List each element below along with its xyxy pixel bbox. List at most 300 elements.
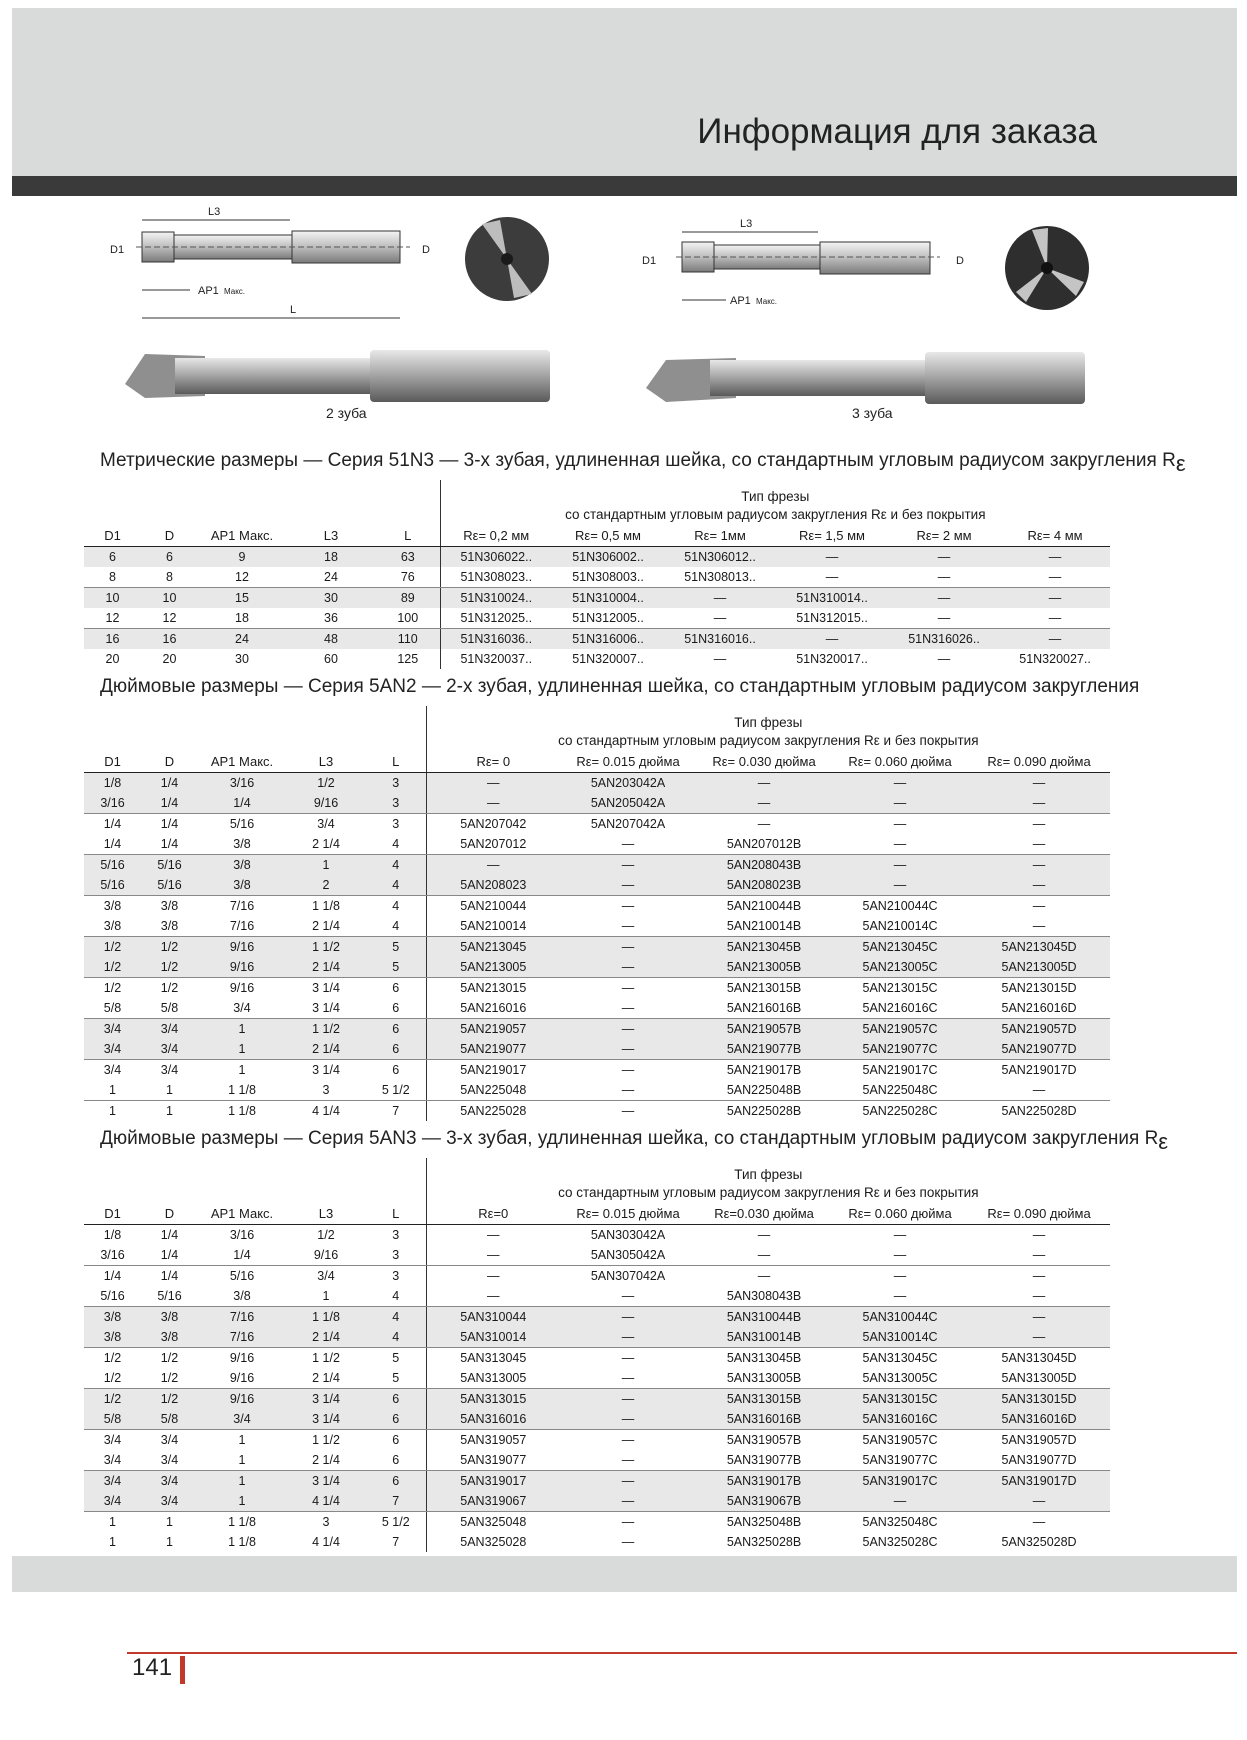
- table-cell: 5AN313015B: [696, 1389, 832, 1410]
- table-cell: 4 1/4: [312, 1535, 340, 1549]
- table-5an3: [84, 1158, 1110, 1552]
- table-cell: 6: [392, 1063, 400, 1077]
- table-cell: 5AN313045B: [726, 1351, 802, 1365]
- table-cell: 1/2: [84, 937, 141, 958]
- column-header: D1: [84, 1202, 141, 1225]
- table-cell: 51N312005..: [552, 608, 664, 629]
- table-cell: —: [560, 957, 696, 978]
- table-cell: —: [426, 1286, 560, 1307]
- table-cell: —: [560, 1471, 696, 1492]
- table-cell: 1/4: [160, 1228, 179, 1242]
- table-cell: 1/4: [160, 817, 179, 831]
- column-header: Rε= 0.090 дюйма: [968, 1202, 1110, 1225]
- table-cell: 5AN319057C: [862, 1433, 938, 1447]
- table-row: [84, 588, 1110, 609]
- table-row: [84, 649, 1110, 669]
- table-cell: 4: [366, 834, 426, 855]
- table-cell: 1/4: [103, 817, 122, 831]
- table-cell: 24: [198, 629, 286, 650]
- table-cell: 4: [366, 1286, 426, 1307]
- table-cell: 5AN219077C: [832, 1039, 968, 1060]
- column-header: L: [366, 1202, 426, 1225]
- table-cell: —: [560, 937, 696, 958]
- table-cell: —: [1032, 1228, 1046, 1242]
- table-cell: —: [713, 652, 727, 666]
- table-cell: 1: [141, 1080, 198, 1101]
- table-cell: 7: [392, 1104, 400, 1118]
- drawing-3-flute-end-view: [1002, 222, 1092, 314]
- table-cell: 3/4: [160, 1433, 179, 1447]
- table-row: [84, 1286, 1110, 1307]
- table-cell: 5AN219057D: [968, 1019, 1110, 1040]
- table-cell: 1/4: [141, 1245, 198, 1266]
- table-cell: —: [560, 1389, 696, 1410]
- table-cell: 3: [392, 817, 400, 831]
- table-cell: —: [621, 899, 635, 913]
- table-cell: 5AN219017B: [726, 1063, 802, 1077]
- table-cell: —: [560, 855, 696, 876]
- table-cell: —: [776, 567, 888, 588]
- table-cell: 5AN319077C: [832, 1450, 968, 1471]
- table-cell: 9/16: [229, 1351, 255, 1365]
- table-cell: 3: [286, 1080, 366, 1101]
- table-cell: 3/16: [84, 793, 141, 814]
- table-cell: 5/8: [141, 1409, 198, 1430]
- group-header-line-1: Тип фрезы: [734, 715, 803, 730]
- drawing-3-flute-photo: [640, 348, 1090, 408]
- column-header: Rε= 0: [426, 750, 560, 773]
- table-cell: 3/8: [198, 875, 286, 896]
- table-cell: 5AN319077D: [968, 1450, 1110, 1471]
- table-cell: 5AN325028C: [862, 1535, 938, 1549]
- section-title-5an2: Дюймовые размеры — Серия 5AN2 — 2-х зубая, удлиненная шейка, со стандартным угловым радиусом закругления: [100, 676, 1140, 697]
- table-cell: —: [968, 1286, 1110, 1307]
- table-cell: 51N316036..: [440, 629, 552, 650]
- table-cell: 51N316026..: [888, 629, 1000, 650]
- table-cell: 5AN313005: [426, 1368, 560, 1389]
- table-cell: —: [776, 547, 888, 568]
- table-cell: 48: [286, 629, 376, 650]
- table-row: [84, 1512, 1110, 1533]
- table-cell: 5AN210044B: [726, 899, 802, 913]
- table-cell: 5AN213045B: [696, 937, 832, 958]
- table-cell: —: [621, 1104, 635, 1118]
- table-cell: 5AN225028: [426, 1101, 560, 1122]
- table-cell: 3: [392, 1269, 400, 1283]
- table-cell: 5AN313045: [426, 1348, 560, 1369]
- page-number-marker: [180, 1656, 185, 1684]
- table-cell: —: [696, 1245, 832, 1266]
- table-cell: 5AN213045C: [832, 937, 968, 958]
- table-row: [84, 1245, 1110, 1266]
- table-cell: 16: [84, 629, 141, 650]
- table-row: [84, 1019, 1110, 1040]
- table-cell: 1/4: [198, 793, 286, 814]
- table-cell: 5AN319077B: [696, 1450, 832, 1471]
- table-cell: 5AN319017C: [832, 1471, 968, 1492]
- column-header: L3: [286, 750, 366, 773]
- table-cell: 5AN213015C: [862, 981, 938, 995]
- table-cell: —: [621, 1063, 635, 1077]
- table-row: [84, 875, 1110, 896]
- table-cell: 7/16: [198, 1327, 286, 1348]
- table-cell: 5AN325048B: [726, 1515, 802, 1529]
- table-cell: —: [696, 793, 832, 814]
- table-cell: 1/2: [84, 1368, 141, 1389]
- table-cell: —: [1000, 608, 1110, 629]
- dim-l: L: [290, 304, 297, 316]
- table-cell: 5AN216016D: [968, 998, 1110, 1019]
- table-cell: 63: [376, 547, 440, 568]
- table-cell: —: [832, 875, 968, 896]
- table-cell: 5AN319057: [426, 1430, 560, 1451]
- table-cell: 1/2: [286, 773, 366, 794]
- table-cell: 3: [366, 793, 426, 814]
- table-cell: 10: [84, 588, 141, 609]
- table-cell: 4: [366, 1327, 426, 1348]
- table-cell: 3 1/4: [286, 1389, 366, 1410]
- table-cell: 5AN210044: [426, 896, 560, 917]
- table-cell: —: [664, 588, 776, 609]
- table-cell: 1/2: [160, 1351, 179, 1365]
- table-cell: 15: [198, 588, 286, 609]
- table-row: [84, 1430, 1110, 1451]
- caption-2-flute: 2 зуба: [326, 405, 367, 421]
- table-51n3: [84, 480, 1110, 669]
- dim-l3: L3: [208, 206, 221, 218]
- table-cell: 1/4: [198, 1245, 286, 1266]
- group-header-line-1: Тип фрезы: [741, 489, 810, 504]
- table-cell: 3/4: [84, 1019, 141, 1040]
- table-cell: 3 1/4: [286, 998, 366, 1019]
- table-cell: 5AN325028D: [1001, 1535, 1077, 1549]
- table-cell: 20: [105, 652, 120, 666]
- table-cell: 5 1/2: [381, 1515, 410, 1529]
- table-row: [84, 978, 1110, 999]
- table-cell: —: [968, 1327, 1110, 1348]
- table-cell: 1 1/8: [228, 1535, 256, 1549]
- table-cell: 20: [162, 652, 177, 666]
- table-cell: 5AN310044: [426, 1307, 560, 1328]
- column-header: Rε= 2 мм: [888, 524, 1000, 547]
- table-cell: 5AN316016C: [832, 1409, 968, 1430]
- table-cell: —: [968, 1307, 1110, 1328]
- table-row: [84, 896, 1110, 917]
- column-header: L: [376, 524, 440, 547]
- table-cell: 3/8: [141, 1307, 198, 1328]
- table-cell: 3/16: [229, 1228, 255, 1242]
- table-cell: —: [1000, 547, 1110, 568]
- table-cell: 5AN319077: [426, 1450, 560, 1471]
- table-cell: 16: [141, 629, 198, 650]
- table-cell: 6: [366, 1019, 426, 1040]
- table-cell: 1 1/2: [312, 1433, 340, 1447]
- table-cell: 2: [286, 875, 366, 896]
- group-header-line-2: со стандартным угловым радиусом закругления Rε и без покрытия: [558, 1185, 979, 1200]
- table-cell: 1 1/2: [286, 1019, 366, 1040]
- table-cell: 3/4: [198, 1409, 286, 1430]
- table-cell: 5AN203042A: [560, 773, 696, 794]
- table-cell: 1/2: [141, 1368, 198, 1389]
- column-header: Rε= 0.015 дюйма: [560, 750, 696, 773]
- table-cell: —: [937, 652, 951, 666]
- table-cell: 100: [376, 608, 440, 629]
- table-cell: 36: [286, 608, 376, 629]
- table-cell: 1 1/8: [228, 1515, 256, 1529]
- column-header: AP1 Макс.: [198, 750, 286, 773]
- column-header: D: [141, 750, 198, 773]
- column-header: L3: [286, 524, 376, 547]
- table-cell: 51N320027..: [1019, 652, 1091, 666]
- table-cell: 1/2: [84, 1389, 141, 1410]
- table-cell: 51N306022..: [440, 547, 552, 568]
- dim-d-right: D: [956, 255, 964, 267]
- table-cell: —: [888, 588, 1000, 609]
- table-cell: 9/16: [198, 1389, 286, 1410]
- table-cell: 5AN219057B: [696, 1019, 832, 1040]
- table-cell: 7/16: [198, 916, 286, 937]
- drawing-3-flute-schematic: [640, 212, 980, 312]
- dim-d1: D1: [110, 244, 125, 256]
- drawing-2-flute-schematic: [100, 200, 440, 325]
- table-cell: 1/2: [141, 957, 198, 978]
- table-cell: 1: [84, 1080, 141, 1101]
- dim-d1-right: D1: [642, 255, 657, 267]
- table-cell: 3/4: [84, 1491, 141, 1512]
- table-row: [84, 1266, 1110, 1287]
- table-cell: 5AN207042: [426, 814, 560, 835]
- table-row: [84, 567, 1110, 588]
- table-cell: —: [621, 1535, 635, 1549]
- table-cell: 7: [366, 1491, 426, 1512]
- table-cell: 5: [366, 957, 426, 978]
- table-cell: —: [560, 1019, 696, 1040]
- table-cell: —: [968, 916, 1110, 937]
- table-cell: 5AN225028D: [1001, 1104, 1077, 1118]
- table-row: [84, 1389, 1110, 1410]
- table-cell: 125: [397, 652, 419, 666]
- table-cell: —: [776, 629, 888, 650]
- table-cell: 110: [376, 629, 440, 650]
- table-cell: 3/8: [141, 916, 198, 937]
- table-cell: 5AN213005: [426, 957, 560, 978]
- table-cell: 6: [366, 1450, 426, 1471]
- table-cell: —: [888, 567, 1000, 588]
- table-cell: 5/16: [141, 1286, 198, 1307]
- table-cell: —: [832, 855, 968, 876]
- table-cell: 3/4: [141, 1039, 198, 1060]
- page-number: 141: [132, 1654, 173, 1681]
- table-cell: 18: [198, 608, 286, 629]
- column-header: Rε= 0,2 мм: [440, 524, 552, 547]
- table-cell: 51N320037..: [440, 649, 552, 669]
- table-cell: 5: [392, 1351, 400, 1365]
- table-cell: 9/16: [198, 1368, 286, 1389]
- table-cell: 24: [286, 567, 376, 588]
- column-header: Rε= 0.060 дюйма: [832, 750, 968, 773]
- table-cell: 5/16: [229, 1269, 255, 1283]
- table-cell: 5/8: [84, 1409, 141, 1430]
- table-cell: 5AN225028C: [862, 1104, 938, 1118]
- table-cell: 1: [286, 1286, 366, 1307]
- table-cell: 5AN213015: [426, 978, 560, 999]
- table-cell: 3/4: [317, 817, 335, 831]
- table-cell: 3/4: [141, 1450, 198, 1471]
- table-cell: 1 1/8: [286, 1307, 366, 1328]
- table-cell: 5AN305042A: [560, 1245, 696, 1266]
- table-row: [84, 1471, 1110, 1492]
- table-cell: 5AN207012: [426, 834, 560, 855]
- footer-line: [127, 1652, 1237, 1654]
- table-row: [84, 1039, 1110, 1060]
- table-cell: 3/8: [141, 1327, 198, 1348]
- table-cell: 5/16: [84, 855, 141, 876]
- table-cell: 5AN219077B: [696, 1039, 832, 1060]
- table-cell: 1/2: [141, 937, 198, 958]
- table-cell: 6: [84, 547, 141, 568]
- table-cell: —: [560, 1491, 696, 1512]
- table-cell: 5AN225048C: [832, 1080, 968, 1101]
- table-cell: 4 1/4: [312, 1104, 340, 1118]
- footer-band: [12, 1556, 1237, 1592]
- table-row: [84, 547, 1110, 568]
- table-row: [84, 1101, 1110, 1122]
- column-header: D: [141, 524, 198, 547]
- table-cell: 5AN310014B: [696, 1327, 832, 1348]
- column-header: Rε= 1мм: [664, 524, 776, 547]
- table-cell: —: [560, 1409, 696, 1430]
- table-cell: 3 1/4: [312, 981, 340, 995]
- table-cell: 3/8: [160, 899, 179, 913]
- table-cell: 3/4: [103, 1063, 122, 1077]
- table-cell: 51N316006..: [552, 629, 664, 650]
- table-cell: —: [560, 875, 696, 896]
- table-cell: 51N312015..: [776, 608, 888, 629]
- group-header-line-2: со стандартным угловым радиусом закругления Rε и без покрытия: [558, 733, 979, 748]
- column-header: Rε=0: [426, 1202, 560, 1225]
- table-cell: 51N308003..: [552, 567, 664, 588]
- column-header: Rε= 0.030 дюйма: [696, 750, 832, 773]
- table-row: [84, 1450, 1110, 1471]
- table-cell: 5AN213005C: [832, 957, 968, 978]
- table-row: [84, 1225, 1110, 1246]
- table-cell: 5AN316016B: [696, 1409, 832, 1430]
- table-row: [84, 1491, 1110, 1512]
- table-cell: 5AN313015: [426, 1389, 560, 1410]
- table-cell: 2 1/4: [286, 1368, 366, 1389]
- table-cell: —: [832, 1491, 968, 1512]
- table-cell: 1: [109, 1104, 116, 1118]
- table-cell: 1/4: [141, 793, 198, 814]
- table-cell: 6: [366, 1471, 426, 1492]
- table-cell: 1/2: [103, 1351, 122, 1365]
- table-row: [84, 1532, 1110, 1552]
- table-cell: 5AN319017: [426, 1471, 560, 1492]
- table-cell: —: [893, 1269, 907, 1283]
- column-header: L: [366, 750, 426, 773]
- table-cell: 1/4: [103, 1269, 122, 1283]
- table-cell: 3/16: [198, 773, 286, 794]
- table-cell: 1/4: [141, 834, 198, 855]
- table-cell: 51N306012..: [664, 547, 776, 568]
- table-cell: 5/16: [141, 875, 198, 896]
- table-cell: —: [560, 1039, 696, 1060]
- table-cell: 3/8: [198, 834, 286, 855]
- table-cell: —: [968, 834, 1110, 855]
- column-header: Rε= 0.015 дюйма: [560, 1202, 696, 1225]
- table-cell: 5AN319067B: [696, 1491, 832, 1512]
- table-cell: 6: [392, 981, 400, 995]
- table-cell: 76: [376, 567, 440, 588]
- table-cell: —: [968, 773, 1110, 794]
- table-cell: 5AN225048B: [696, 1080, 832, 1101]
- table-cell: 6: [366, 1039, 426, 1060]
- table-cell: 2 1/4: [286, 1039, 366, 1060]
- table-cell: 9: [198, 547, 286, 568]
- table-cell: 2 1/4: [286, 834, 366, 855]
- table-cell: 4 1/4: [286, 1491, 366, 1512]
- table-cell: 3/4: [84, 1039, 141, 1060]
- table-cell: —: [426, 1245, 560, 1266]
- column-header: Rε=0.030 дюйма: [696, 1202, 832, 1225]
- table-cell: —: [757, 1228, 771, 1242]
- group-header: [426, 1158, 1110, 1202]
- table-cell: 1/4: [141, 773, 198, 794]
- table-cell: 2 1/4: [286, 916, 366, 937]
- column-header: D: [141, 1202, 198, 1225]
- table-cell: 5AN210044C: [862, 899, 938, 913]
- table-row: [84, 1368, 1110, 1389]
- table-cell: 5AN219017C: [862, 1063, 938, 1077]
- table-cell: —: [560, 1080, 696, 1101]
- dim-ap1-right: AP1: [730, 295, 751, 307]
- table-cell: —: [664, 608, 776, 629]
- table-cell: 2 1/4: [286, 1327, 366, 1348]
- table-cell: 6: [366, 1389, 426, 1410]
- table-cell: —: [968, 855, 1110, 876]
- table-cell: 1: [286, 855, 366, 876]
- table-cell: 51N316016..: [664, 629, 776, 650]
- table-cell: 8: [141, 567, 198, 588]
- table-cell: 60: [324, 652, 338, 666]
- table-cell: 5AN319017D: [968, 1471, 1110, 1492]
- table-cell: 5/16: [84, 875, 141, 896]
- column-header: Rε= 4 мм: [1000, 524, 1110, 547]
- table-cell: 1: [198, 1471, 286, 1492]
- table-cell: 6: [392, 1433, 400, 1447]
- table-cell: 3 1/4: [312, 1063, 340, 1077]
- table-cell: —: [560, 1307, 696, 1328]
- table-cell: 9/16: [229, 981, 255, 995]
- table-cell: 5/16: [229, 817, 255, 831]
- table-cell: 1: [166, 1104, 173, 1118]
- table-cell: 5AN319017B: [696, 1471, 832, 1492]
- table-cell: 5AN213015D: [1001, 981, 1077, 995]
- table-cell: 4: [366, 875, 426, 896]
- table-cell: —: [1032, 817, 1046, 831]
- dim-d: D: [422, 244, 430, 256]
- table-cell: 5AN213015B: [726, 981, 802, 995]
- drawing-2-flute-end-view: [462, 214, 552, 304]
- table-cell: 5AN219077: [426, 1039, 560, 1060]
- table-cell: 12: [84, 608, 141, 629]
- table-cell: 5/8: [84, 998, 141, 1019]
- table-cell: 1 1/2: [286, 937, 366, 958]
- table-cell: 5AN310014: [426, 1327, 560, 1348]
- table-cell: 7/16: [229, 899, 255, 913]
- table-cell: —: [1032, 899, 1046, 913]
- table-cell: 6: [366, 998, 426, 1019]
